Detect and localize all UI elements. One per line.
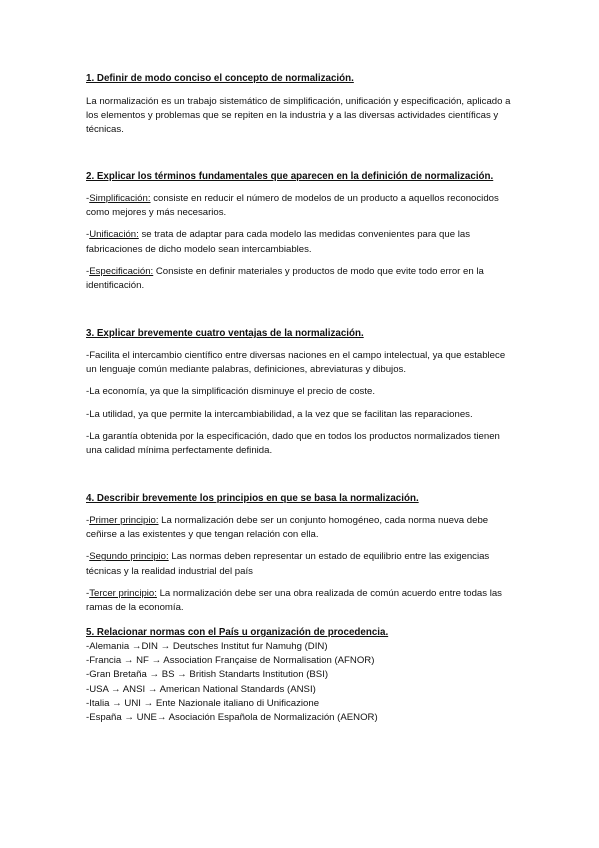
section-3 bbox=[86, 327, 516, 458]
section-4-item: -Segundo principio: Las normas deben representar un estado de equilibrio entre las exigencias técnicas y la realidad industrial del país bbox=[86, 551, 490, 577]
section-2-item: -Especificación: Consiste en definir materiales y productos de modo que evite todo error en la identificación. bbox=[86, 265, 484, 292]
section-2 bbox=[86, 170, 516, 293]
term-simplificacion: Simplificación: bbox=[89, 193, 151, 204]
section-5-heading: 5. Relacionar normas con el País u organización de procedencia. bbox=[86, 627, 389, 638]
norm-row: -España → UNE→ Asociación Española de Normalización (AENOR) bbox=[86, 712, 378, 724]
section-3-item: -La garantía obtenida por la especificación, dado que en todos los productos normalizados tienen una calidad mínima perfectamente definida. bbox=[86, 430, 500, 457]
section-4 bbox=[86, 492, 516, 615]
section-1-heading: 1. Definir de modo conciso el concepto de normalización. bbox=[86, 73, 354, 84]
section-2-heading: 2. Explicar los términos fundamentales que aparecen en la definición de normalización. bbox=[86, 171, 494, 182]
term-unificacion: Unificación: bbox=[89, 229, 139, 241]
term-especificacion: Especificación: bbox=[89, 265, 154, 277]
term-primer-principio: Primer principio: bbox=[89, 515, 159, 526]
section-3-item: -Facilita el intercambio científico entre diversas naciones en el campo intelectual, ya que establece un lenguaje común mediante palabras, definiciones, abreviaturas y dibujos. bbox=[86, 350, 506, 376]
norm-row: -Alemania →DIN → Deutsches Institut fur Namuhg (DIN) bbox=[86, 641, 328, 652]
norm-row: -Gran Bretaña → BS → British Standarts Institution (BSI) bbox=[86, 669, 329, 681]
section-1 bbox=[86, 72, 516, 138]
section-3-item: -La economía, ya que la simplificación disminuye el precio de coste. bbox=[86, 386, 376, 398]
section-4-item: -Primer principio: La normalización debe ser un conjunto homogéneo, cada norma nueva debe ceñirse a las existentes y que tengan relación con ella. bbox=[86, 515, 489, 541]
section-3-item: -La utilidad, ya que permite la intercambiabilidad, a la vez que se facilitan las reparaciones. bbox=[86, 408, 473, 420]
section-1-body: La normalización es un trabajo sistemático de simplificación, unificación y especificación, aplicado a los elementos y problemas que se repiten en la industria y a las diversas actividades científicas y técnicas. bbox=[86, 96, 511, 136]
section-5 bbox=[86, 626, 516, 725]
section-3-heading: 3. Explicar brevemente cuatro ventajas de la normalización. bbox=[86, 328, 364, 339]
term-tercer-principio: Tercer principio: bbox=[89, 587, 157, 599]
norm-row: -Francia → NF → Association Française de Normalisation (AFNOR) bbox=[86, 655, 375, 667]
section-2-item: -Unificación: se trata de adaptar para cada modelo las medidas convenientes para que las fabricaciones de dicho modelo sean intercambiables. bbox=[86, 229, 470, 255]
term-segundo-principio: Segundo principio: bbox=[89, 551, 169, 563]
section-2-item: -Simplificación: consiste en reducir el número de modelos de un producto a aquellos reconocidos como mejores y más necesarios. bbox=[86, 193, 499, 219]
norm-row: -Italia → UNI → Ente Nazionale italiano di Unificazione bbox=[86, 697, 320, 709]
section-4-item: -Tercer principio: La normalización debe ser una obra realizada de común acuerdo entre todas las ramas de la economía. bbox=[86, 587, 502, 614]
norm-row: -USA → ANSI → American National Standards (ANSI) bbox=[86, 683, 316, 695]
section-4-heading: 4. Describir brevemente los principios en que se basa la normalización. bbox=[86, 493, 419, 504]
